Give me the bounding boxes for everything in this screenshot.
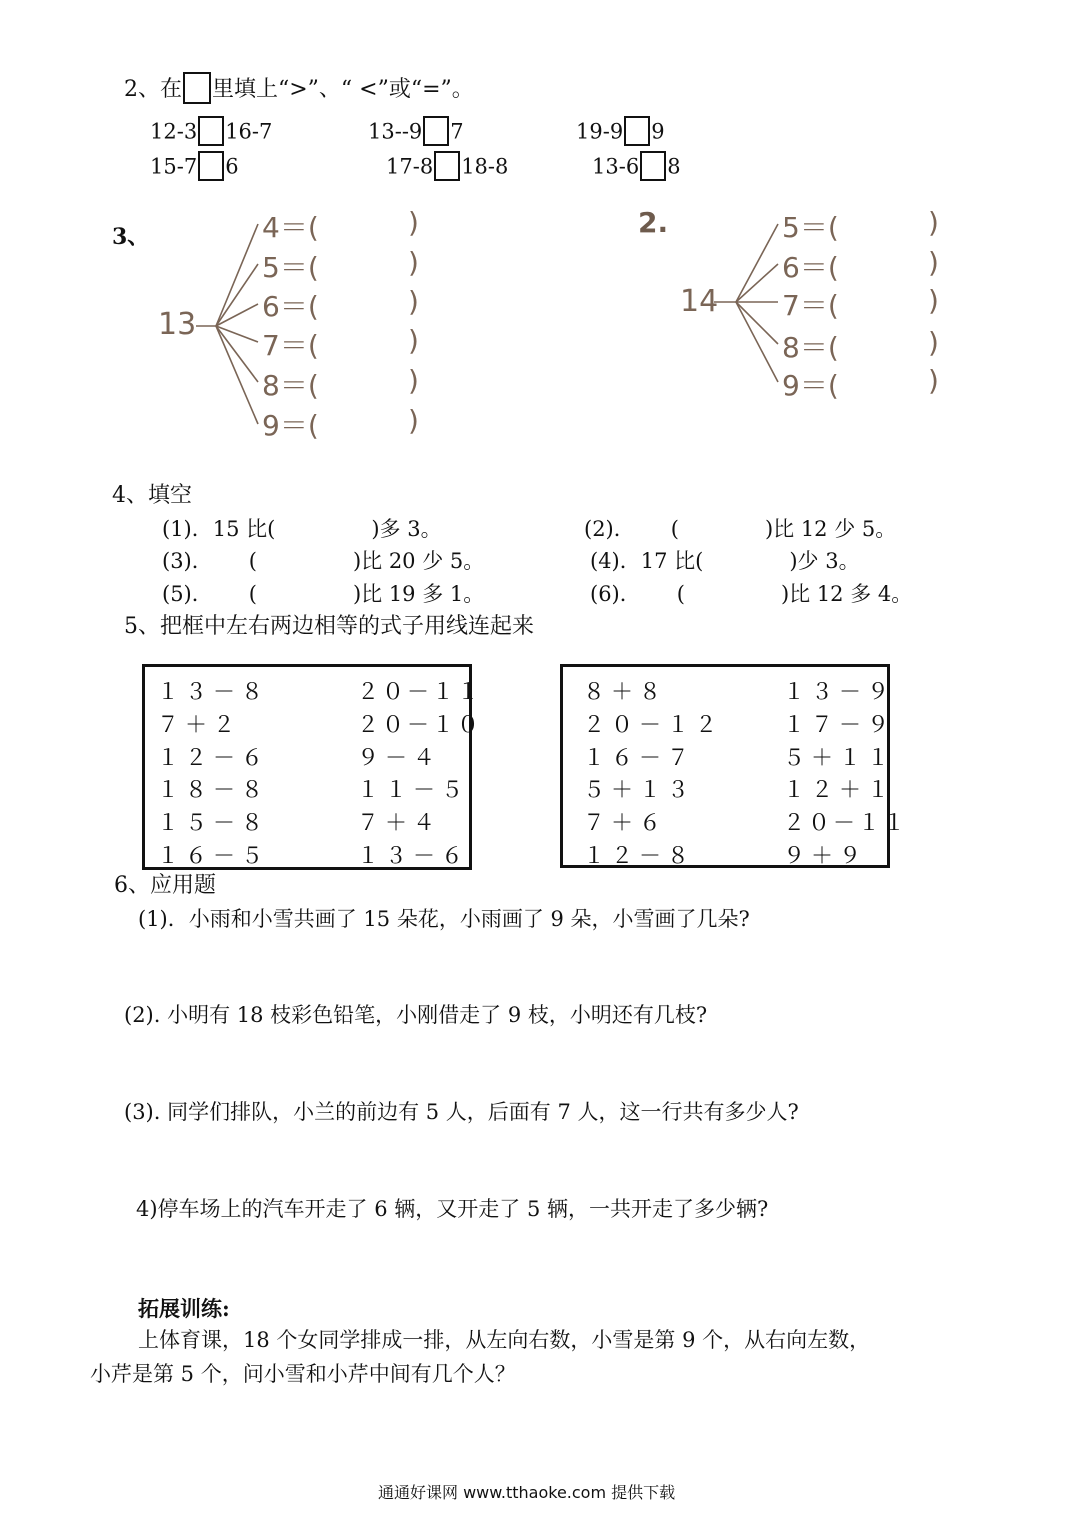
item-prefix: (4)．17 比( [590, 549, 704, 573]
match-right-5[interactable]: ２０－１１ [783, 811, 909, 836]
item-prefix: (2)． [584, 517, 635, 541]
expr-left: 17-8 [386, 154, 434, 179]
q4-item-2 [584, 513, 896, 543]
extension-title: 拓展训练: [138, 1296, 230, 1321]
fan2-branch [736, 302, 778, 382]
q4-item-3 [162, 545, 484, 575]
fan2-row-4: 8＝( [782, 331, 839, 364]
open-paren: ( [670, 517, 679, 541]
fan1-row-3: 6＝( [262, 290, 319, 323]
fan2-close-5: ) [928, 364, 939, 397]
match-right-6[interactable]: １３－６ [357, 844, 470, 869]
q2-heading-post: 里填上“>”、“ <”或“=”。 [212, 77, 474, 102]
match-right-2[interactable]: １７－９ [783, 713, 896, 738]
match-left-2[interactable]: ２０－１２ [583, 713, 724, 738]
q3-label: 3、 [112, 224, 150, 250]
fan1-close-6: ) [408, 404, 419, 437]
match-left-3[interactable]: １２－６ [157, 746, 270, 771]
fan1-row-1: 4＝( [262, 211, 319, 244]
q6-item-4: 4)停车场上的汽车开走了 6 辆，又开走了 5 辆，一共开走了多少辆? [136, 1197, 769, 1221]
fan2-branch [736, 264, 778, 302]
fan1-close-3: ) [408, 285, 419, 318]
fan2-branch [736, 224, 778, 302]
match-right-5[interactable]: ７＋４ [357, 811, 442, 836]
match-right-4[interactable]: １１－５ [357, 778, 470, 803]
match-right-3[interactable]: ５＋１１ [783, 746, 896, 771]
match-box-2 [560, 664, 909, 869]
q5-heading: 5、把框中左右两边相等的式子用线连起来 [124, 614, 534, 639]
fan1-row-5: 8＝( [262, 369, 319, 402]
extension-line-1: 上体育课，18 个女同学排成一排，从左向右数，小雪是第 9 个，从右向左数， [138, 1328, 871, 1352]
fan1-root: 13 [158, 307, 197, 342]
expr-right: 9 [651, 119, 665, 144]
q6-item-2: (2). 小明有 18 枝彩色铅笔，小刚借走了 9 枝，小明还有几枝? [124, 1003, 708, 1027]
expr-left: 19-9 [576, 119, 624, 144]
fan1-branch [216, 304, 258, 326]
match-right-4[interactable]: １２＋１ [783, 778, 896, 803]
expr-right: 8 [667, 154, 681, 179]
item-suffix: )比 20 少 5。 [352, 549, 485, 573]
item-prefix: (3)． [162, 549, 213, 573]
open-paren: ( [248, 549, 257, 573]
fan1-row-6: 9＝( [262, 409, 319, 442]
match-right-1[interactable]: １３－９ [783, 680, 896, 705]
item-prefix: (6)． [590, 582, 641, 606]
fan1-close-5: ) [408, 364, 419, 397]
match-left-2[interactable]: ７＋２ [157, 713, 242, 738]
match-left-3[interactable]: １６－７ [583, 746, 696, 771]
q2-heading-pre: 2、在 [124, 77, 182, 102]
fan1-close-1: ) [408, 206, 419, 239]
match-left-4[interactable]: ５＋１３ [583, 778, 696, 803]
fan2-close-4: ) [928, 326, 939, 359]
expr-left: 12-3 [150, 119, 198, 144]
fan2-root: 14 [680, 284, 719, 319]
match-box-1 [142, 664, 483, 870]
match-left-5[interactable]: １５－８ [157, 811, 270, 836]
expr-right: 7 [450, 119, 464, 144]
open-paren: ( [248, 582, 257, 606]
q6-item-3: (3). 同学们排队，小兰的前边有 5 人，后面有 7 人，这一行共有多少人? [124, 1100, 799, 1124]
q6-item-1: (1)．小雨和小雪共画了 15 朵花，小雨画了 9 朵，小雪画了几朵? [138, 907, 750, 931]
fan2-row-5: 9＝( [782, 369, 839, 402]
fan1-close-4: ) [408, 324, 419, 357]
fan2-close-2: ) [928, 246, 939, 279]
fan2-branch [736, 302, 778, 344]
fan2-row-2: 6＝( [782, 251, 839, 284]
item-prefix: (1)．15 比( [162, 517, 276, 541]
q4-item-5 [162, 578, 484, 608]
fan1-row-4: 7＝( [262, 329, 319, 362]
fan1-branch [216, 326, 258, 424]
extension-line-2: 小芹是第 5 个，问小雪和小芹中间有几个人？ [90, 1362, 516, 1386]
q6-heading: 6、应用题 [114, 873, 216, 898]
fan1-branch [216, 224, 258, 326]
q4-item-6 [590, 578, 912, 608]
fan1-row-2: 5＝( [262, 251, 319, 284]
item-suffix: )比 12 少 5。 [764, 517, 897, 541]
fan2-close-1: ) [928, 206, 939, 239]
expr-right: 6 [225, 154, 239, 179]
item-suffix: )比 12 多 4。 [780, 582, 913, 606]
fan2-row-3: 7＝( [782, 289, 839, 322]
expr-left: 13-6 [592, 154, 640, 179]
q4-item-1 [162, 513, 442, 543]
q4-item-4 [590, 545, 860, 575]
expr-right: 16-7 [225, 119, 273, 144]
expr-left: 13--9 [368, 119, 423, 144]
q4-heading: 4、填空 [112, 483, 192, 508]
expr-left: 15-7 [150, 154, 198, 179]
match-left-1[interactable]: ８＋８ [583, 680, 668, 705]
match-left-6[interactable]: １２－８ [583, 844, 696, 869]
item-suffix: )比 19 多 1。 [352, 582, 485, 606]
fan2-close-3: ) [928, 284, 939, 317]
match-right-2[interactable]: ２０－１０ [357, 713, 483, 738]
fan1-lines [0, 0, 1075, 460]
item-suffix: )多 3。 [371, 517, 442, 541]
match-left-1[interactable]: １３－８ [157, 680, 270, 705]
expr-right: 18-8 [461, 154, 509, 179]
item-prefix: (5)． [162, 582, 213, 606]
page-footer: 通通好课网 www.tthaoke.com 提供下载 [378, 1483, 676, 1502]
fan2-row-1: 5＝( [782, 211, 839, 244]
match-right-6[interactable]: ９＋９ [783, 844, 868, 869]
match-left-5[interactable]: ７＋６ [583, 811, 668, 836]
open-paren: ( [676, 582, 685, 606]
match-left-6[interactable]: １６－５ [157, 844, 270, 869]
fan1-close-2: ) [408, 246, 419, 279]
match-right-3[interactable]: ９－４ [357, 746, 442, 771]
fan2-label: 2. [638, 206, 669, 239]
match-right-1[interactable]: ２０－１１ [357, 680, 483, 705]
item-suffix: )少 3。 [789, 549, 860, 573]
match-left-4[interactable]: １８－８ [157, 778, 270, 803]
